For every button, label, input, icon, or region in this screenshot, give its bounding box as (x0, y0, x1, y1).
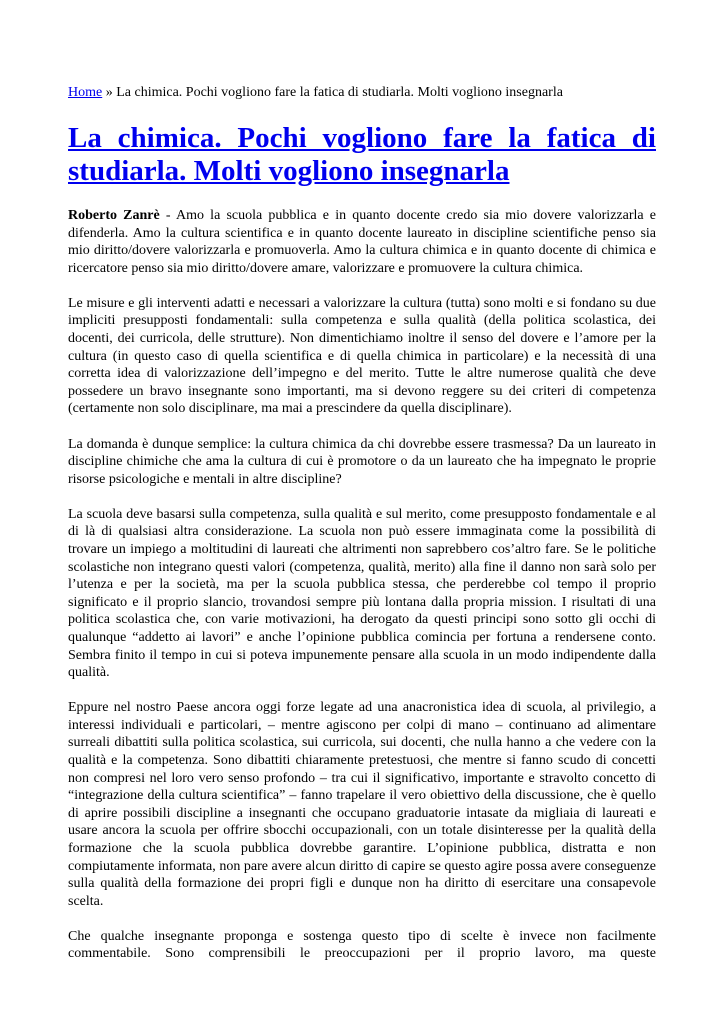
paragraph-1 (68, 207, 656, 277)
article-title-link[interactable]: La chimica. Pochi vogliono fare la fatica di studiarla. Molti vogliono insegnarla (68, 122, 656, 187)
breadcrumb (68, 84, 656, 102)
breadcrumb-home-link[interactable]: Home (68, 85, 103, 100)
paragraph-1-text: - Amo la scuola pubblica e in quanto docente credo sia mio dovere valorizzarla e difenderla. Amo la cultura scientifica e in quanto docente laureato in discipline scientifiche penso sia mio diritto/dovere valorizzarla e promuoverla. Amo la cultura chimica e in quanto docente di chimica e ricercatore penso sia mio diritto/dovere amare, valorizzare e promuovere la cultura chimica. (68, 208, 656, 276)
breadcrumb-current: La chimica. Pochi vogliono fare la fatica di studiarla. Molti vogliono insegnarla (116, 85, 563, 100)
document-page (68, 84, 656, 981)
paragraph-3: La domanda è dunque semplice: la cultura chimica da chi dovrebbe essere trasmessa? Da un laureato in discipline chimiche che ama la cultura di cui è promotore o da un laureato che ha impegnato le proprie risorse psicologiche e mentali in altre discipline? (68, 436, 656, 487)
breadcrumb-separator: » (102, 85, 117, 100)
paragraph-5: Eppure nel nostro Paese ancora oggi forze legate ad una anacronistica idea di scuola, al privilegio, a interessi individuali e particolari, – mentre agiscono per colpi di mano – continuano ad alimentare surreali dibattiti sulla politica scolastica, sui curricola, sui docenti, che nulla hanno a che vedere con la qualità e la competenza. Sono dibattiti chiaramente pretestuosi, che mentre si fanno scudo di concetti non compresi nel loro vero senso profondo – tra cui il significativo, importante e stravolto concetto di “integrazione della cultura scientifica” – fanno trapelare il vero obiettivo della discussione, che è quello di aprire possibili discipline a insegnanti che occupano graduatorie intasate da migliaia di laureati e usare ancora la scuola per offrire sbocchi occupazionali, con un totale disinteresse per la qualità della formazione che la scuola pubblica dovrebbe garantire. L’opinione pubblica, distratta e non compiutamente informata, non pare avere alcun diritto di capire se questo agire possa avere conseguenze sulla qualità della formazione dei propri figli e dunque non ha diritto di esercitare una consapevole scelta. (68, 700, 656, 909)
paragraph-6: Che qualche insegnante proponga e sostenga questo tipo di scelte è invece non facilmente commentabile. Sono comprensibili le preoccupazioni per il proprio lavoro, ma queste (68, 928, 656, 962)
paragraph-4: La scuola deve basarsi sulla competenza, sulla qualità e sul merito, come presupposto fondamentale e al di là di qualsiasi altra considerazione. La scuola non può essere immaginata come la possibilità di trovare un impiego a moltitudini di laureati che altrimenti non saprebbero cos’altro fare. Se le politiche scolastiche non integrano questi valori (competenza, qualità, merito) alla fine il danno non sarà solo per l’utenza e per la società, ma per la scuola pubblica stessa, che perderebbe col tempo il proprio significato e il proprio slancio, trovandosi sempre più lontana dalla propria mission. I risultati di una politica scolastica che, con varie motivazioni, ha derogato da questi principi sono sotto gli occhi di qualunque “addetto ai lavori” e anche l’opinione pubblica comincia per fortuna a rendersene conto. Sembra finito il tempo in cui si poteva impunemente pensare alla scuola in un modo indipendente dalla qualità. (68, 506, 656, 681)
article-body (68, 207, 656, 963)
paragraph-2: Le misure e gli interventi adatti e necessari a valorizzare la cultura (tutta) sono molti e si fondano su due impliciti presupposti fondamentali: sulla competenza e sulla qualità (della politica scolastica, dei docenti, dei curricola, delle strutture). Non dimentichiamo inoltre il senso del dovere e l’amore per la cultura (in questo caso di quella scientifica e di quella chimica in particolare) e la necessità di una corretta idea di valorizzazione dell’impegno e del merito. Tutte le altre numerose qualità che deve possedere un bravo insegnante sono importanti, ma si devono reggere su dei criteri di competenza (certamente non solo disciplinare, ma mai a prescindere da quella disciplinare). (68, 295, 656, 417)
page-title (68, 122, 656, 188)
author-name: Roberto Zanrè (68, 208, 160, 223)
